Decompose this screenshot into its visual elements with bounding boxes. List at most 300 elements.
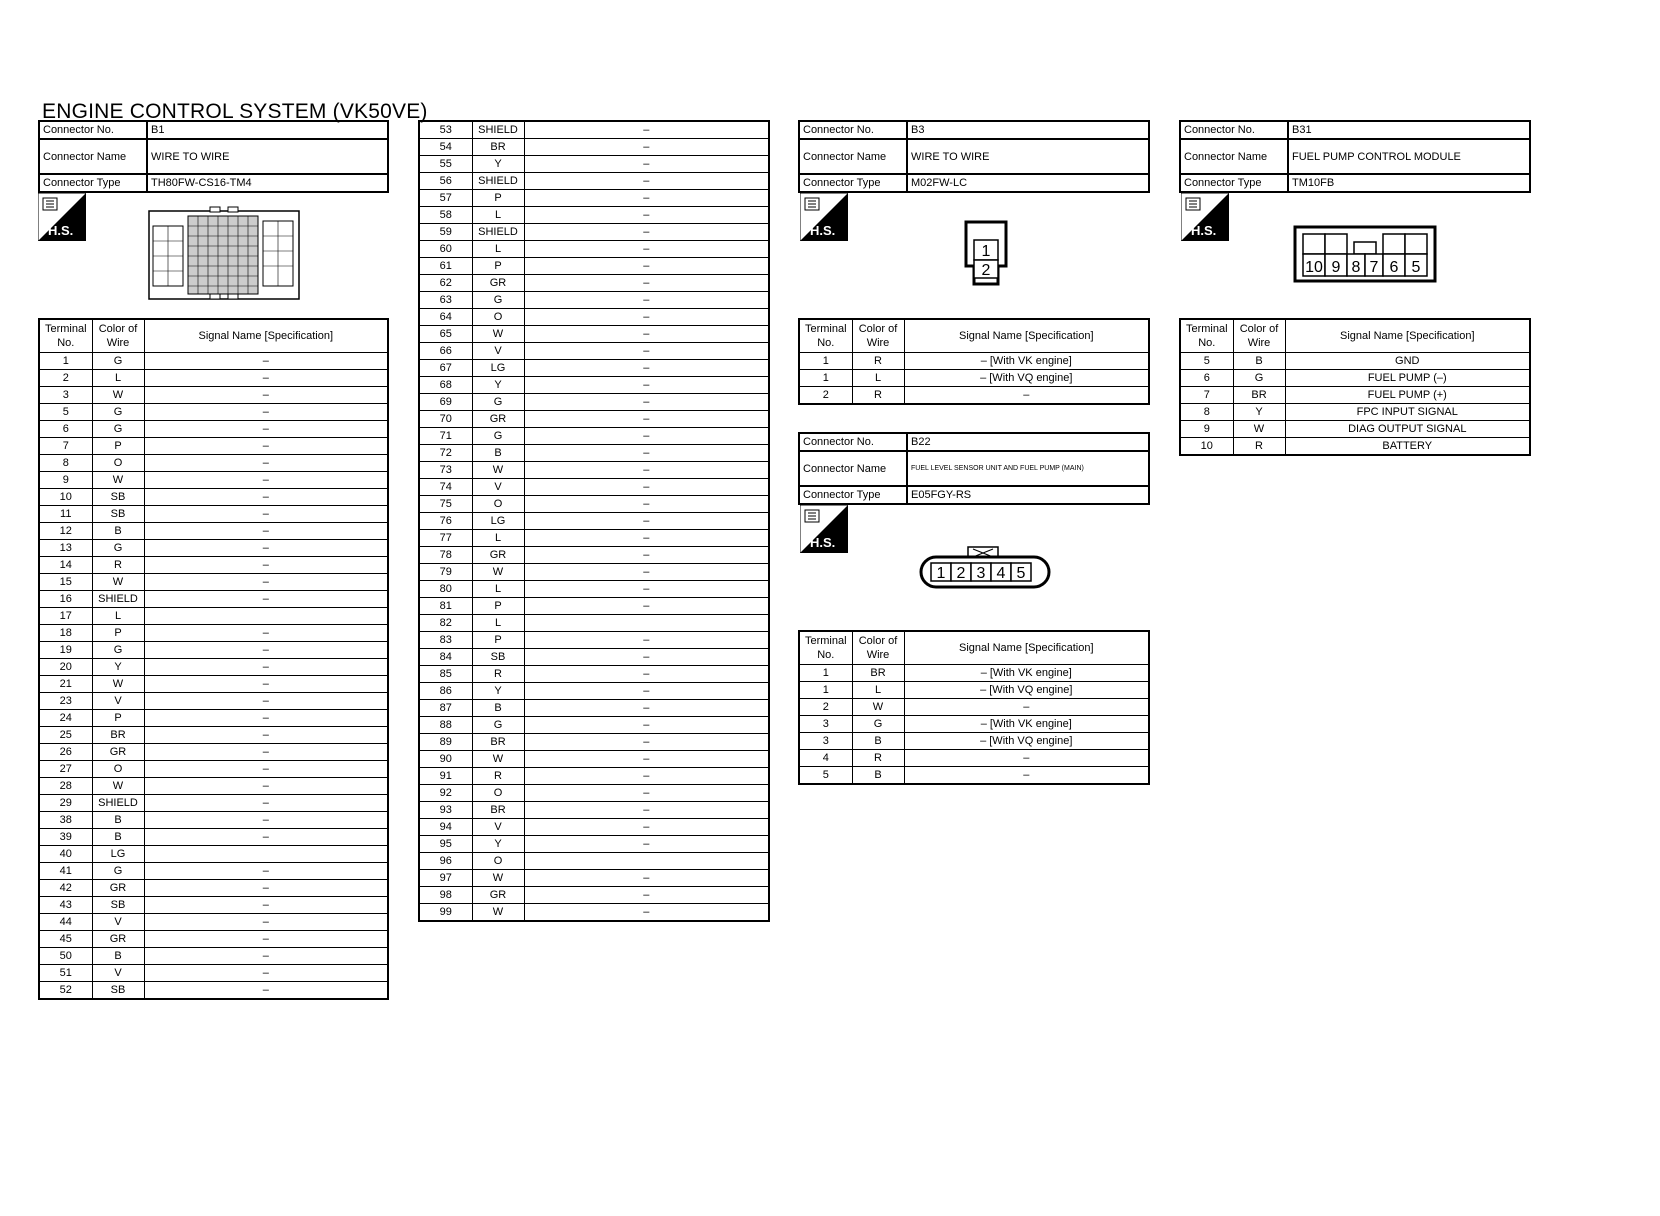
pin-row	[39, 455, 388, 472]
signal-name-cell: –	[144, 353, 388, 370]
svg-text:5: 5	[1411, 259, 1421, 276]
terminal-no-cell: 7	[1180, 387, 1233, 404]
wire-color-cell: L	[472, 241, 524, 258]
color-of-wire-header: Color of Wire	[1233, 319, 1285, 353]
wire-color-cell: GR	[472, 547, 524, 564]
terminal-no-cell: 8	[1180, 404, 1233, 421]
pin-row	[419, 785, 769, 802]
signal-name-cell: –	[524, 479, 769, 496]
terminal-no-cell: 99	[419, 904, 472, 922]
pin-row	[419, 394, 769, 411]
terminal-no-cell: 25	[39, 727, 92, 744]
terminal-no-cell: 27	[39, 761, 92, 778]
terminal-no-cell: 2	[39, 370, 92, 387]
connector-no-value: B31	[1288, 121, 1530, 139]
terminal-no-cell: 7	[39, 438, 92, 455]
connector-b3-face-icon	[962, 220, 1010, 288]
pin-row	[39, 642, 388, 659]
connector-name-label: Connector Name	[799, 139, 907, 174]
svg-text:1: 1	[981, 243, 991, 260]
wire-color-cell: G	[92, 404, 144, 421]
signal-name-cell: –	[524, 377, 769, 394]
pin-row	[39, 472, 388, 489]
wire-color-cell: B	[92, 523, 144, 540]
terminal-no-cell: 40	[39, 846, 92, 863]
pin-row	[419, 496, 769, 513]
connector-b22-header	[798, 432, 1150, 505]
pin-row	[39, 421, 388, 438]
color-of-wire-header: Color of Wire	[852, 631, 904, 665]
pin-row	[39, 761, 388, 778]
signal-name-cell: –	[524, 224, 769, 241]
terminal-no-cell: 92	[419, 785, 472, 802]
terminal-no-cell: 19	[39, 642, 92, 659]
terminal-no-cell: 26	[39, 744, 92, 761]
wire-color-cell: P	[472, 258, 524, 275]
signal-name-cell: –	[144, 472, 388, 489]
wire-color-cell: BR	[472, 734, 524, 751]
terminal-no-cell: 73	[419, 462, 472, 479]
connector-type-value: TH80FW-CS16-TM4	[147, 174, 388, 192]
pin-row	[39, 353, 388, 370]
wire-color-cell: R	[852, 750, 904, 767]
connector-no-value: B22	[907, 433, 1149, 451]
wire-color-cell: G	[1233, 370, 1285, 387]
terminal-no-cell: 69	[419, 394, 472, 411]
signal-name-cell: FUEL PUMP (–)	[1285, 370, 1530, 387]
terminal-no-cell: 76	[419, 513, 472, 530]
terminal-no-cell: 63	[419, 292, 472, 309]
signal-name-cell: –	[144, 880, 388, 897]
terminal-no-cell: 45	[39, 931, 92, 948]
signal-name-cell: –	[144, 455, 388, 472]
signal-name-header: Signal Name [Specification]	[904, 631, 1149, 665]
connector-name-label: Connector Name	[1180, 139, 1288, 174]
terminal-no-cell: 17	[39, 608, 92, 625]
wire-color-cell: Y	[92, 659, 144, 676]
signal-name-cell: –	[144, 829, 388, 846]
wire-color-cell: SB	[92, 506, 144, 523]
terminal-no-cell: 8	[39, 455, 92, 472]
signal-name-cell: –	[524, 785, 769, 802]
wire-color-cell: R	[852, 387, 904, 405]
wire-color-cell: GR	[472, 411, 524, 428]
signal-name-cell: –	[524, 887, 769, 904]
wire-color-cell: P	[92, 438, 144, 455]
terminal-no-cell: 70	[419, 411, 472, 428]
wire-color-cell: O	[472, 309, 524, 326]
wire-color-cell: W	[92, 387, 144, 404]
signal-name-cell: FUEL PUMP (+)	[1285, 387, 1530, 404]
wire-color-cell: W	[472, 326, 524, 343]
wire-color-cell: B	[852, 733, 904, 750]
signal-name-cell: –	[524, 190, 769, 207]
pin-row	[419, 717, 769, 734]
svg-text:H.S.: H.S.	[810, 223, 836, 238]
pin-row	[419, 428, 769, 445]
terminal-no-cell: 1	[799, 370, 852, 387]
signal-name-cell: –	[524, 632, 769, 649]
terminal-no-cell: 11	[39, 506, 92, 523]
signal-name-cell: –	[144, 795, 388, 812]
pin-row	[419, 275, 769, 292]
pin-row	[39, 727, 388, 744]
terminal-no-cell: 91	[419, 768, 472, 785]
terminal-no-cell: 3	[799, 716, 852, 733]
wire-color-cell: W	[92, 676, 144, 693]
terminal-no-cell: 66	[419, 343, 472, 360]
connector-name-value: WIRE TO WIRE	[147, 139, 388, 174]
connector-type-label: Connector Type	[39, 174, 147, 192]
signal-name-cell: –	[144, 387, 388, 404]
terminal-no-cell: 80	[419, 581, 472, 598]
signal-name-cell: –	[524, 649, 769, 666]
connector-no-label: Connector No.	[1180, 121, 1288, 139]
terminal-no-cell: 23	[39, 693, 92, 710]
wire-color-cell: G	[472, 292, 524, 309]
signal-name-cell: –	[144, 642, 388, 659]
signal-name-header: Signal Name [Specification]	[144, 319, 388, 353]
wire-color-cell: L	[472, 207, 524, 224]
signal-name-cell: –	[904, 699, 1149, 716]
pin-row	[39, 778, 388, 795]
wire-color-cell: W	[472, 564, 524, 581]
terminal-no-cell: 6	[1180, 370, 1233, 387]
wire-color-cell: W	[852, 699, 904, 716]
wire-color-cell: G	[92, 353, 144, 370]
pin-row	[1180, 438, 1530, 456]
terminal-no-cell: 28	[39, 778, 92, 795]
pin-row	[39, 863, 388, 880]
terminal-no-header: Terminal No.	[39, 319, 92, 353]
pin-row	[39, 812, 388, 829]
terminal-no-cell: 56	[419, 173, 472, 190]
pin-row	[39, 540, 388, 557]
signal-name-cell: –	[144, 574, 388, 591]
signal-name-cell: –	[524, 496, 769, 513]
connector-b3-header	[798, 120, 1150, 193]
signal-name-cell: –	[524, 530, 769, 547]
terminal-no-cell: 1	[799, 682, 852, 699]
terminal-no-cell: 75	[419, 496, 472, 513]
pin-row	[799, 665, 1149, 682]
pin-row	[39, 948, 388, 965]
harness-side-icon	[800, 193, 848, 241]
harness-side-icon	[1181, 193, 1229, 241]
terminal-no-header: Terminal No.	[799, 631, 852, 665]
terminal-no-cell: 10	[1180, 438, 1233, 456]
svg-text:H.S.: H.S.	[810, 535, 836, 550]
terminal-no-cell: 10	[39, 489, 92, 506]
terminal-no-cell: 53	[419, 121, 472, 139]
pin-row	[419, 615, 769, 632]
wire-color-cell: Y	[472, 683, 524, 700]
terminal-no-cell: 72	[419, 445, 472, 462]
wire-color-cell: Y	[472, 377, 524, 394]
pin-row	[39, 710, 388, 727]
wire-color-cell: R	[92, 557, 144, 574]
terminal-no-header: Terminal No.	[1180, 319, 1233, 353]
signal-name-cell: –	[524, 581, 769, 598]
pin-row	[39, 557, 388, 574]
signal-name-cell: –	[144, 744, 388, 761]
signal-name-cell: –	[524, 139, 769, 156]
wire-color-cell: GR	[92, 744, 144, 761]
signal-name-cell: – [With VK engine]	[904, 353, 1149, 370]
signal-name-cell: –	[144, 523, 388, 540]
connector-type-value: TM10FB	[1288, 174, 1530, 192]
terminal-no-cell: 64	[419, 309, 472, 326]
pin-row	[419, 292, 769, 309]
wire-color-cell: BR	[852, 665, 904, 682]
pin-row	[39, 744, 388, 761]
terminal-no-cell: 14	[39, 557, 92, 574]
wire-color-cell: G	[92, 421, 144, 438]
pin-row	[419, 241, 769, 258]
terminal-no-cell: 1	[799, 353, 852, 370]
signal-name-cell: –	[524, 343, 769, 360]
signal-name-cell: –	[524, 598, 769, 615]
wire-color-cell: L	[92, 608, 144, 625]
wire-color-cell: SB	[92, 489, 144, 506]
wire-color-cell: W	[92, 472, 144, 489]
pin-row	[419, 598, 769, 615]
pin-row	[39, 591, 388, 608]
wire-color-cell: G	[92, 863, 144, 880]
pin-row	[39, 523, 388, 540]
terminal-no-cell: 16	[39, 591, 92, 608]
terminal-no-cell: 82	[419, 615, 472, 632]
signal-name-cell: –	[144, 931, 388, 948]
connector-name-label: Connector Name	[39, 139, 147, 174]
signal-name-cell: –	[524, 173, 769, 190]
wire-color-cell: BR	[1233, 387, 1285, 404]
wire-color-cell: P	[472, 598, 524, 615]
wire-color-cell: V	[92, 965, 144, 982]
signal-name-cell: GND	[1285, 353, 1530, 370]
connector-name-value: WIRE TO WIRE	[907, 139, 1149, 174]
terminal-no-cell: 1	[799, 665, 852, 682]
signal-name-cell	[144, 608, 388, 625]
pin-row	[799, 353, 1149, 370]
signal-name-cell: –	[524, 513, 769, 530]
signal-name-cell: –	[524, 207, 769, 224]
harness-side-icon	[800, 505, 848, 553]
connector-no-label: Connector No.	[799, 121, 907, 139]
terminal-no-cell: 2	[799, 699, 852, 716]
signal-name-cell: –	[144, 489, 388, 506]
wire-color-cell: B	[92, 812, 144, 829]
svg-text:2: 2	[956, 565, 966, 582]
terminal-no-cell: 78	[419, 547, 472, 564]
signal-name-cell: –	[524, 819, 769, 836]
pin-row	[799, 387, 1149, 405]
pin-row	[39, 982, 388, 1000]
terminal-no-cell: 55	[419, 156, 472, 173]
wire-color-cell: G	[92, 540, 144, 557]
signal-name-cell: –	[144, 676, 388, 693]
pin-row	[419, 411, 769, 428]
pin-row	[799, 750, 1149, 767]
pin-row	[419, 224, 769, 241]
signal-name-cell: –	[144, 982, 388, 1000]
terminal-no-cell: 6	[39, 421, 92, 438]
signal-name-cell: –	[144, 778, 388, 795]
signal-name-cell: –	[524, 326, 769, 343]
wire-color-cell: O	[92, 455, 144, 472]
wire-color-cell: B	[472, 700, 524, 717]
wire-color-cell: G	[852, 716, 904, 733]
wire-color-cell: V	[472, 343, 524, 360]
wire-color-cell: SHIELD	[472, 224, 524, 241]
signal-name-cell: –	[144, 727, 388, 744]
pin-row	[419, 904, 769, 922]
signal-name-cell: –	[144, 438, 388, 455]
wire-color-cell: GR	[472, 887, 524, 904]
pin-row	[419, 700, 769, 717]
wire-color-cell: LG	[92, 846, 144, 863]
signal-name-cell: –	[524, 394, 769, 411]
connector-no-label: Connector No.	[39, 121, 147, 139]
signal-name-cell: –	[144, 404, 388, 421]
pin-row	[419, 309, 769, 326]
pin-row	[39, 846, 388, 863]
connector-b31-header	[1179, 120, 1531, 193]
signal-name-cell: –	[524, 292, 769, 309]
pin-row	[419, 121, 769, 139]
svg-text:2: 2	[981, 262, 991, 279]
signal-name-cell: –	[144, 761, 388, 778]
connector-b3-pin-table	[798, 318, 1150, 405]
wire-color-cell: P	[472, 190, 524, 207]
signal-name-cell: – [With VQ engine]	[904, 733, 1149, 750]
signal-name-cell: –	[144, 421, 388, 438]
wire-color-cell: R	[472, 768, 524, 785]
wire-color-cell: W	[92, 778, 144, 795]
connector-type-label: Connector Type	[799, 174, 907, 192]
signal-name-cell: –	[524, 360, 769, 377]
wire-color-cell: B	[852, 767, 904, 785]
svg-text:7: 7	[1369, 259, 1379, 276]
terminal-no-cell: 90	[419, 751, 472, 768]
signal-name-cell: –	[524, 836, 769, 853]
signal-name-cell: –	[144, 863, 388, 880]
wire-color-cell: BR	[472, 139, 524, 156]
connector-no-value: B1	[147, 121, 388, 139]
terminal-no-cell: 95	[419, 836, 472, 853]
signal-name-cell: – [With VQ engine]	[904, 682, 1149, 699]
terminal-no-cell: 77	[419, 530, 472, 547]
terminal-no-cell: 94	[419, 819, 472, 836]
terminal-no-cell: 39	[39, 829, 92, 846]
wire-color-cell: SB	[92, 897, 144, 914]
pin-row	[39, 914, 388, 931]
pin-row	[419, 632, 769, 649]
terminal-no-header: Terminal No.	[799, 319, 852, 353]
terminal-no-cell: 89	[419, 734, 472, 751]
terminal-no-cell: 62	[419, 275, 472, 292]
pin-row	[39, 387, 388, 404]
signal-name-cell: –	[524, 411, 769, 428]
pin-row	[39, 506, 388, 523]
pin-row	[799, 699, 1149, 716]
connector-type-value: E05FGY-RS	[907, 486, 1149, 504]
signal-name-cell: –	[524, 428, 769, 445]
wire-color-cell: B	[92, 948, 144, 965]
signal-name-cell: –	[524, 462, 769, 479]
signal-name-cell: –	[524, 717, 769, 734]
signal-name-cell: –	[144, 914, 388, 931]
signal-name-cell	[524, 853, 769, 870]
signal-name-cell: – [With VQ engine]	[904, 370, 1149, 387]
pin-row	[419, 479, 769, 496]
terminal-no-cell: 5	[799, 767, 852, 785]
terminal-no-cell: 3	[39, 387, 92, 404]
pin-row	[419, 887, 769, 904]
terminal-no-cell: 43	[39, 897, 92, 914]
wire-color-cell: GR	[92, 880, 144, 897]
pin-row	[419, 360, 769, 377]
signal-name-cell: –	[524, 564, 769, 581]
wire-color-cell: W	[472, 904, 524, 922]
terminal-no-cell: 60	[419, 241, 472, 258]
signal-name-cell: –	[144, 897, 388, 914]
signal-name-cell: –	[524, 666, 769, 683]
connector-name-value: FUEL LEVEL SENSOR UNIT AND FUEL PUMP (MAIN)	[907, 451, 1149, 486]
connector-no-label: Connector No.	[799, 433, 907, 451]
connector-b1-pin-table-1	[38, 318, 389, 1000]
terminal-no-cell: 84	[419, 649, 472, 666]
connector-b1-pin-table-2	[418, 120, 770, 922]
connector-b31-face-icon	[1292, 224, 1438, 284]
signal-name-cell: –	[144, 693, 388, 710]
signal-name-cell: –	[524, 768, 769, 785]
pin-row	[39, 659, 388, 676]
terminal-no-cell: 88	[419, 717, 472, 734]
pin-row	[419, 547, 769, 564]
signal-name-cell: –	[144, 506, 388, 523]
svg-text:8: 8	[1351, 259, 1361, 276]
signal-name-cell: –	[904, 387, 1149, 405]
pin-row	[39, 693, 388, 710]
pin-row	[419, 581, 769, 598]
svg-text:5: 5	[1016, 565, 1026, 582]
signal-name-cell: DIAG OUTPUT SIGNAL	[1285, 421, 1530, 438]
pin-row	[39, 404, 388, 421]
pin-row	[799, 733, 1149, 750]
signal-name-cell: –	[524, 700, 769, 717]
wire-color-cell: V	[472, 819, 524, 836]
pin-row	[39, 676, 388, 693]
signal-name-cell: –	[524, 870, 769, 887]
wire-color-cell: O	[92, 761, 144, 778]
connector-b1-header	[38, 120, 389, 193]
signal-name-header: Signal Name [Specification]	[904, 319, 1149, 353]
wire-color-cell: W	[92, 574, 144, 591]
terminal-no-cell: 85	[419, 666, 472, 683]
wire-color-cell: B	[1233, 353, 1285, 370]
page-title: ENGINE CONTROL SYSTEM (VK50VE)	[42, 100, 428, 123]
pin-row	[419, 802, 769, 819]
svg-text:H.S.: H.S.	[1191, 223, 1217, 238]
wire-color-cell: LG	[472, 360, 524, 377]
wire-color-cell: BR	[472, 802, 524, 819]
pin-row	[419, 870, 769, 887]
pin-row	[419, 853, 769, 870]
svg-text:6: 6	[1389, 259, 1399, 276]
pin-row	[419, 173, 769, 190]
pin-row	[1180, 353, 1530, 370]
